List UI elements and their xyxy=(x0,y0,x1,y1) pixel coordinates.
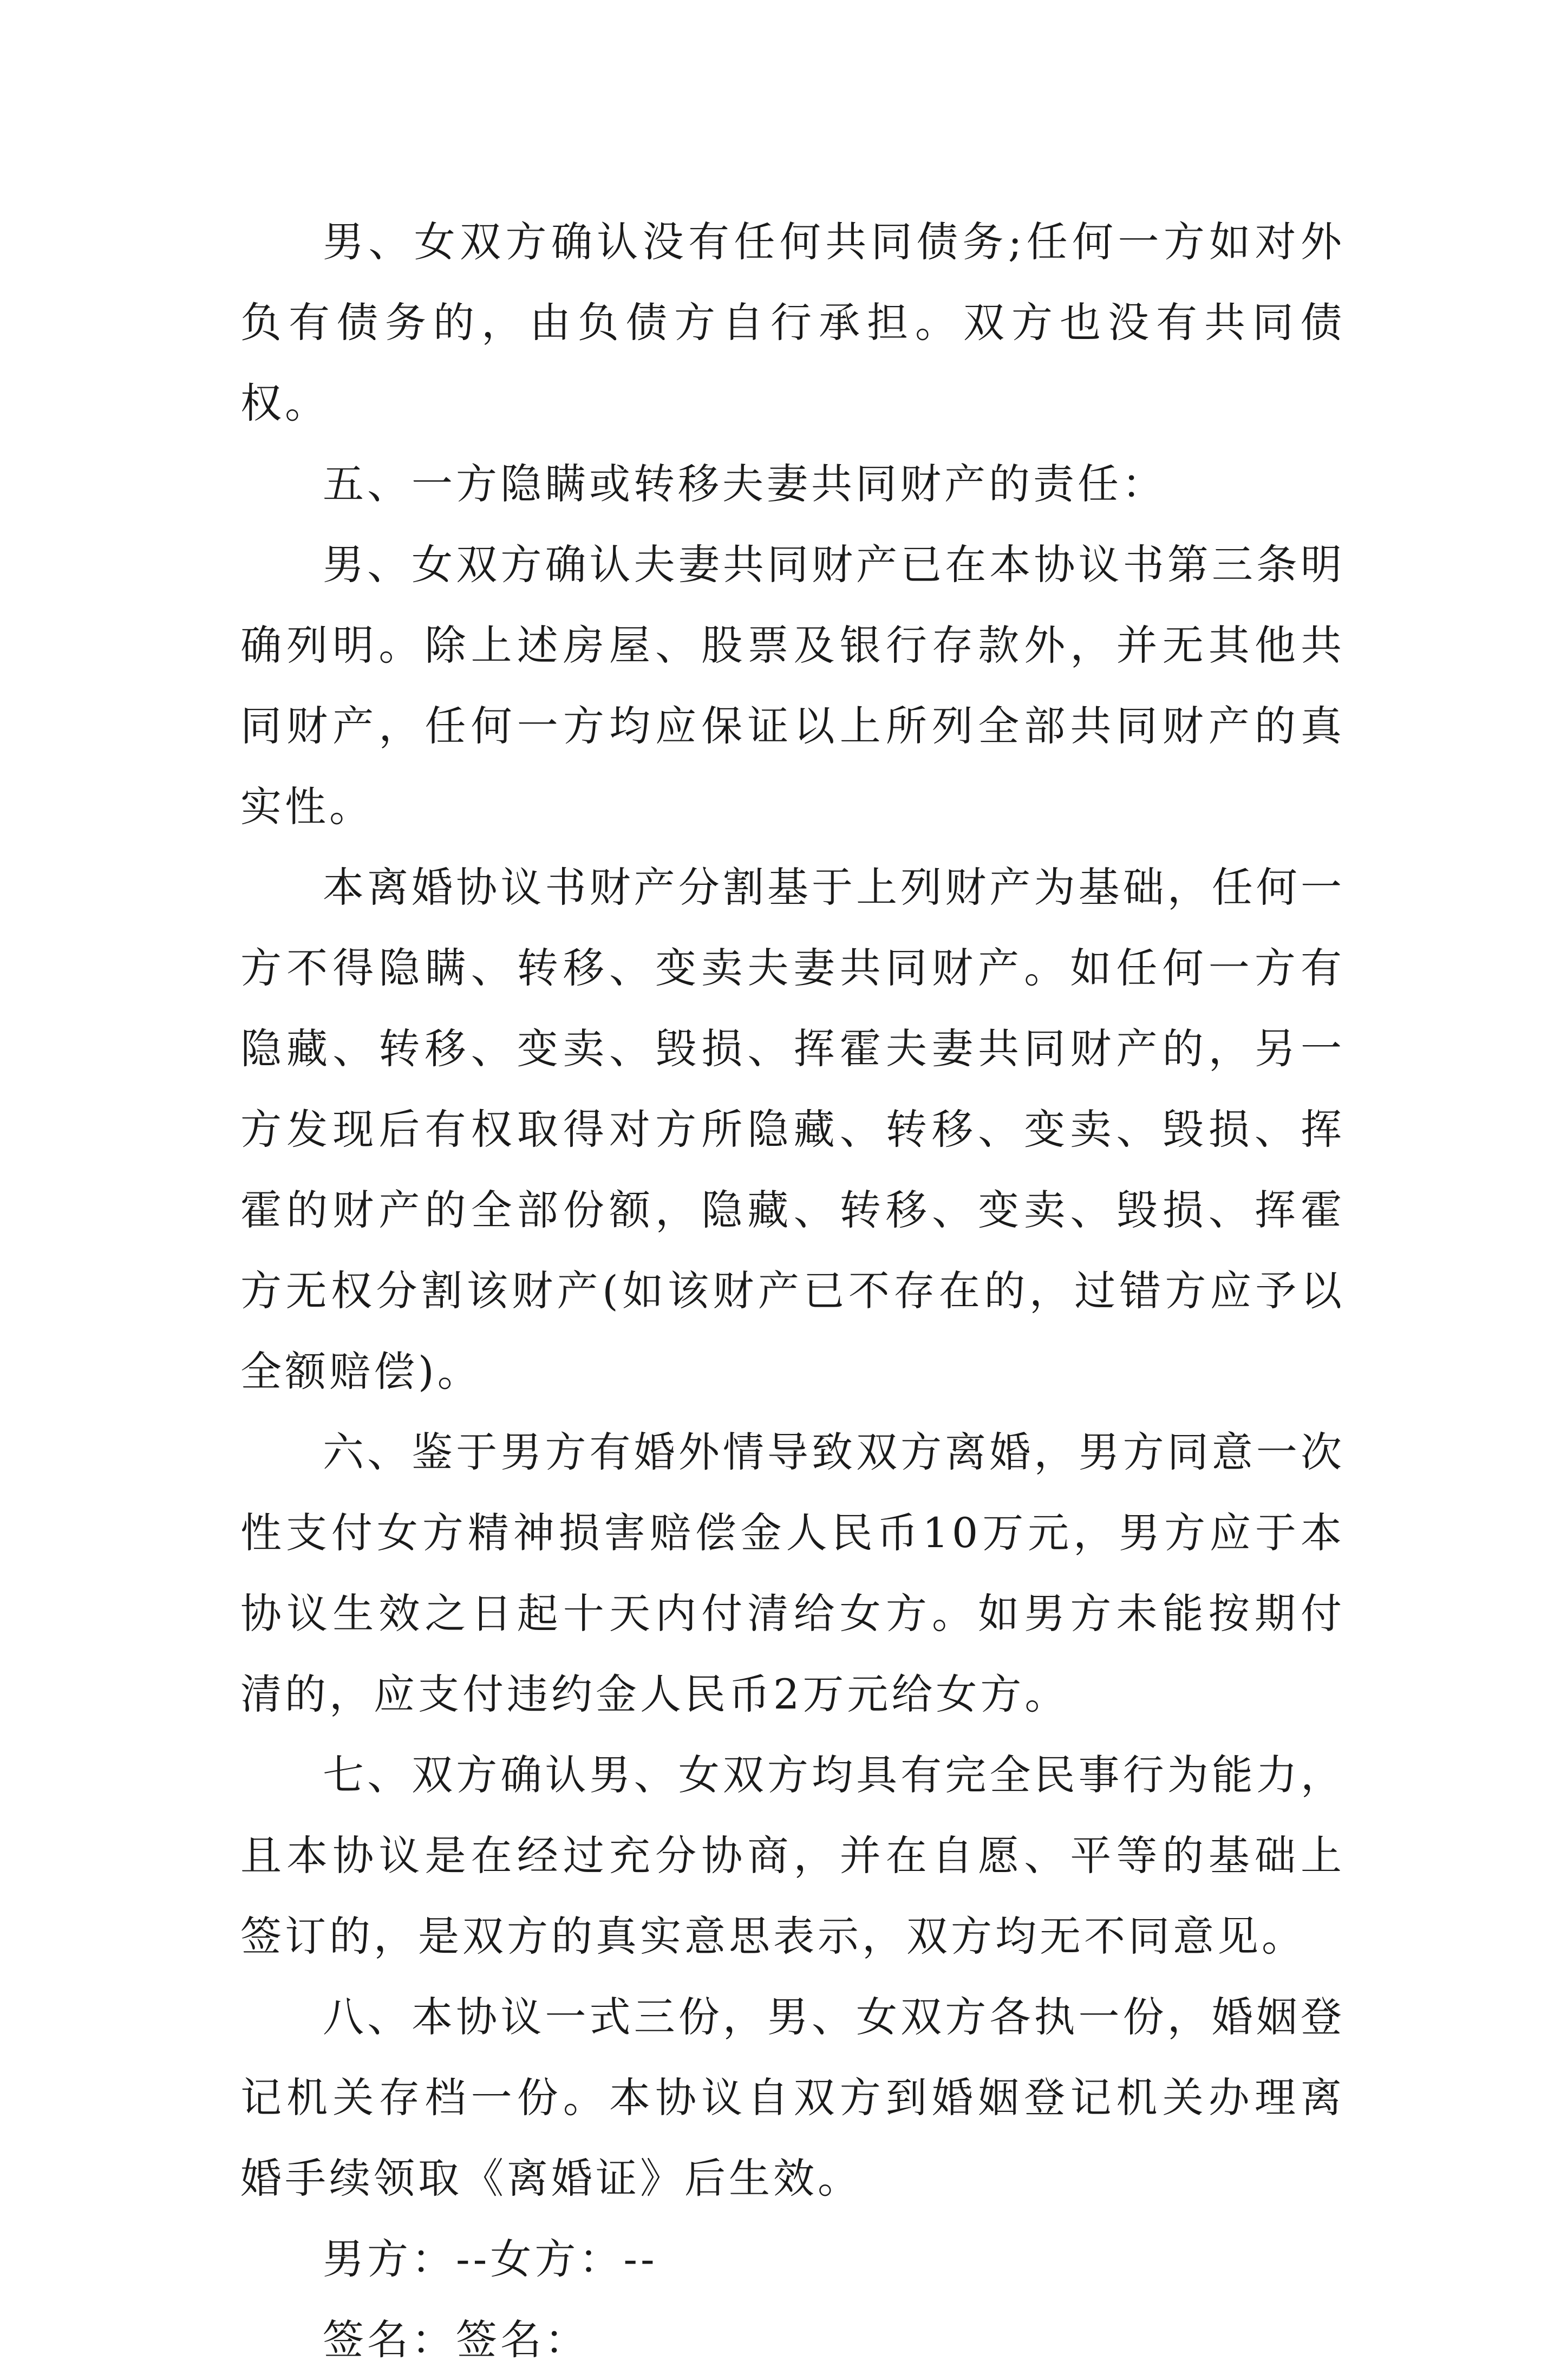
paragraph-debts: 男、女双方确认没有任何共同债务;任何一方如对外负有债务的，由负债方自行承担。双方也没有共同债权。 xyxy=(240,218,1345,427)
paragraph-concealment-liability: 本离婚协议书财产分割基于上列财产为基础，任何一方不得隐瞒、转移、变卖夫妻共同财产。如任何一方有隐藏、转移、变卖、毁损、挥霍夫妻共同财产的，另一方发现后有权取得对方所隐藏、转移、变卖、毁损、挥霍的财产的全部份额，隐藏、转移、变卖、毁损、挥霍方无权分割该财产(如该财产已不存在的，过错方应予以全额赔偿)。 xyxy=(240,863,1345,1396)
signature-line: 签名：签名： xyxy=(323,2316,589,2364)
section-6-compensation: 六、鉴于男方有婚外情导致双方离婚，男方同意一次性支付女方精神损害赔偿金人民币10万元，男方应于本协议生效之日起十天内付清给女方。如男方未能按期付清的，应支付违约金人民币2万元给女方。 xyxy=(240,1428,1345,1718)
section-5-heading: 五、一方隐瞒或转移夫妻共同财产的责任： xyxy=(323,460,1166,508)
paragraph-property-confirmation: 男、女双方确认夫妻共同财产已在本协议书第三条明确列明。除上述房屋、股票及银行存款外，并无其他共同财产，任何一方均应保证以上所列全部共同财产的真实性。 xyxy=(240,540,1345,831)
agreement-body xyxy=(240,201,1345,2380)
parties-line: 男方：--女方：-- xyxy=(323,2235,658,2283)
section-7-capacity: 七、双方确认男、女双方均具有完全民事行为能力，且本协议是在经过充分协商，并在自愿、平等的基础上签订的，是双方的真实意思表示，双方均无不同意见。 xyxy=(240,1751,1345,1960)
section-8-copies: 八、本协议一式三份，男、女双方各执一份，婚姻登记机关存档一份。本协议自双方到婚姻登记机关办理离婚手续领取《离婚证》后生效。 xyxy=(240,1993,1345,2202)
